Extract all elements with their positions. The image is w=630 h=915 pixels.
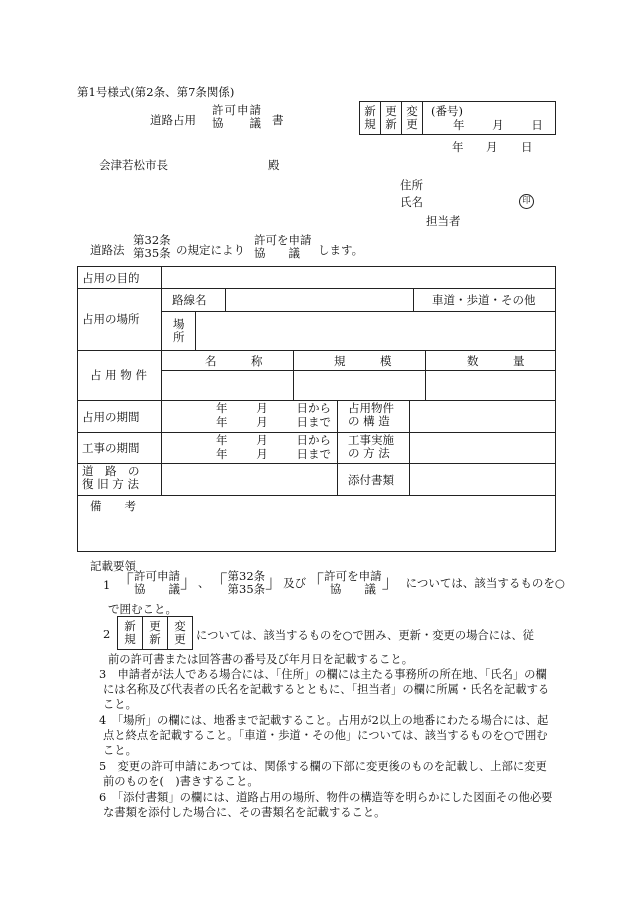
route-label: 路線名 [172,293,207,307]
addressee: 会津若松市長 [99,158,168,172]
statement-end: します。 [318,243,364,257]
article-32: 第32条 [133,233,171,247]
object-name-field[interactable] [162,371,293,400]
previous-number-cell[interactable]: (番号) 年 月 日 [423,102,556,135]
statement-law: 道路法 [90,243,125,257]
note-2-text: については、該当するものを○で囲み、更新・変更の場合には、従 [196,629,534,642]
object-label: 占 用 物 件 [90,368,147,382]
note-2-cont: 前の許可書または回答書の番号及び年月日を記載すること。 [108,653,414,666]
honorific: 殿 [268,158,280,172]
issue-year: 年 [452,140,464,154]
title-option-consult: 協 議 [212,116,262,130]
note-3: 3 申請者が法人である場合には、「住所」の欄には主たる事務所の所在地、「氏名」の欄には名称及び代表者の氏名を記載するとともに、「担当者」の欄に所属・氏名を記載すること。 [99,668,550,711]
col-name-header: 名 称 [205,354,263,368]
work-method-label: 工事実施 の 方 法 [348,433,394,460]
work-period-from[interactable]: 年 月 日から [216,433,331,447]
col-quantity-header: 数 量 [467,354,525,368]
period-to[interactable]: 年 月 日まで [216,415,331,429]
statement-option-apply: 許可を申請 [254,233,312,247]
note-2-number: 2 [103,627,111,641]
address-label: 住所 [400,178,423,192]
purpose-label: 占用の目的 [82,271,140,285]
restore-label: 道 路 の 復 旧 方 法 [82,464,140,491]
kind-new[interactable]: 新 規 [360,102,381,135]
note-6: 6 「添付書類」の欄には、道路占用の場所、物件の構造等を明らかにした図面その他必要な書類を添付した場合に、その書類名を記載すること。 [99,791,553,819]
seal-mark: 印 [519,194,534,209]
remarks-field[interactable] [78,496,555,551]
title-suffix: 書 [272,113,284,127]
name-label: 氏名 [400,195,423,209]
application-table [77,266,556,552]
issue-month: 月 [486,140,498,154]
remarks-label: 備 考 [90,499,136,513]
number-label: (番号) [431,104,463,118]
title-options [212,104,262,130]
period-from[interactable]: 年 月 日から [216,401,331,415]
note-1-number: 1 [103,578,111,592]
notes-heading: 記載要領 [90,559,136,573]
work-method-field[interactable] [410,433,555,463]
col-scale-header: 規 模 [334,354,392,368]
statement-articles [133,234,171,260]
period-label: 占用の期間 [82,410,140,424]
kind-change[interactable]: 変 更 [402,102,423,135]
statement-option-consult: 協 議 [254,246,300,260]
purpose-field[interactable] [162,267,555,288]
article-35: 第35条 [133,246,171,260]
issue-day: 日 [521,140,533,154]
statement-options [254,234,312,260]
road-type-options[interactable]: 車道・歩道・その他 [432,293,536,307]
object-scale-field[interactable] [294,371,425,400]
attachments-label: 添付書類 [348,473,394,487]
route-name-field[interactable] [226,289,413,311]
structure-field[interactable] [410,401,555,432]
note-5: 5 変更の許可申請にあつては、関係する欄の下部に変更後のものを記載し、上部に変更前のものを( )書きすること。 [99,760,547,788]
attachments-field[interactable] [410,464,555,495]
statement-middle: の規定により [176,243,245,257]
structure-label: 占用物件 の 構 造 [348,401,394,428]
application-kind-box [359,101,556,135]
title-prefix: 道路占用 [150,113,196,127]
work-period-to[interactable]: 年 月 日まで [216,447,331,461]
kind-renewal[interactable]: 更 新 [381,102,402,135]
place-field[interactable] [196,312,555,350]
note-1-line: 「 許可申請 協 議 」 、 「 第32条 第35条 」 及び 「 許可を申請 協 議 」 については、該当するものを○ [116,569,565,596]
contact-label: 担当者 [426,214,461,228]
note-2-kind-box: 新 規 更 新 変 更 [117,616,193,650]
place-label: 場 所 [173,317,185,344]
restore-field[interactable] [162,464,337,495]
title-option-apply: 許可申請 [212,103,262,117]
form-code: 第1号様式(第2条、第7条関係) [77,85,235,99]
note-1-cont: で囲むこと。 [108,602,177,616]
note-4: 4 「場所」の欄には、地番まで記載すること。占用が2以上の地番にわたる場合には、起点と終点を記載すること。「車道・歩道・その他」については、該当するものを○で囲むこと。 [99,714,549,757]
object-quantity-field[interactable] [426,371,555,400]
work-period-label: 工事の期間 [82,441,140,455]
location-label: 占用の場所 [82,312,140,326]
